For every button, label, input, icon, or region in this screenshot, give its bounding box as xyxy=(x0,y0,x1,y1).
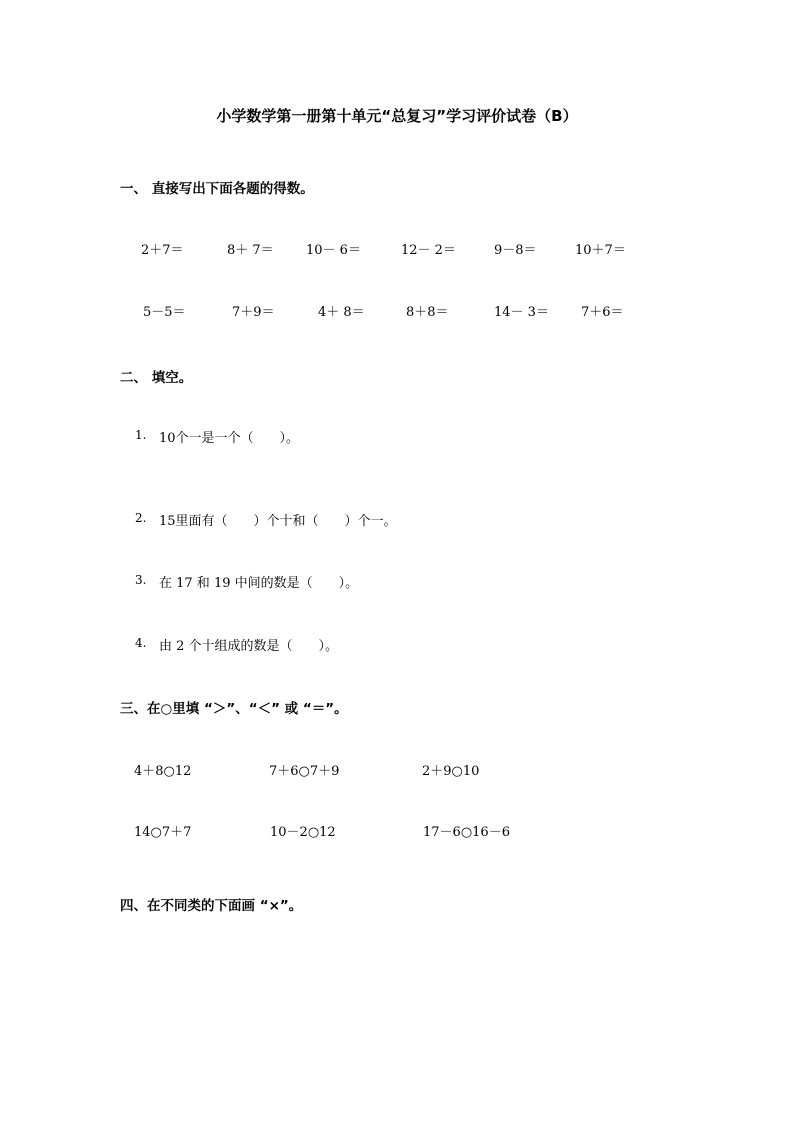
comparison-problem: 2＋9○10 xyxy=(422,764,480,779)
arithmetic-problem: 7＋6＝ xyxy=(581,305,624,320)
item-text: 在 17 和 19 中间的数是（ ）。 xyxy=(159,576,359,591)
item-number: 3. xyxy=(135,573,147,587)
arithmetic-problem: 10－ 6＝ xyxy=(306,243,361,258)
item-number: 4. xyxy=(135,636,147,650)
comparison-problem: 7＋6○7＋9 xyxy=(269,764,340,779)
section-1-heading: 一、 直接写出下面各题的得数。 xyxy=(120,181,314,197)
arithmetic-problem: 8＋ 7＝ xyxy=(227,243,274,258)
item-number: 1. xyxy=(135,428,147,442)
comparison-problem: 17－6○16－6 xyxy=(423,825,510,840)
comparison-problem: 14○7＋7 xyxy=(134,825,192,840)
item-text: 10个一是一个（ ）。 xyxy=(159,431,300,446)
comparison-problem: 10－2○12 xyxy=(270,825,336,840)
page-title: 小学数学第一册第十单元“总复习”学习评价试卷（B） xyxy=(216,107,578,125)
section-3-heading: 三、在○里填 “＞”、“＜” 或 “＝”。 xyxy=(120,701,348,717)
item-number: 2. xyxy=(135,511,147,525)
section-2-heading: 二、 填空。 xyxy=(120,370,193,386)
arithmetic-problem: 10＋7＝ xyxy=(575,243,626,258)
arithmetic-problem: 2＋7＝ xyxy=(141,243,184,258)
item-text: 15里面有（ ）个十和（ ）个一。 xyxy=(159,514,397,529)
arithmetic-problem: 12－ 2＝ xyxy=(401,243,456,258)
arithmetic-problem: 5－5＝ xyxy=(143,305,186,320)
section-4-heading: 四、在不同类的下面画 “×”。 xyxy=(120,898,303,914)
comparison-problem: 4＋8○12 xyxy=(134,764,192,779)
arithmetic-problem: 14－ 3＝ xyxy=(494,305,549,320)
arithmetic-problem: 4＋ 8＝ xyxy=(318,305,365,320)
arithmetic-problem: 7＋9＝ xyxy=(232,305,275,320)
arithmetic-problem: 8＋8＝ xyxy=(406,305,449,320)
item-text: 由 2 个十组成的数是（ ）。 xyxy=(159,639,339,654)
arithmetic-problem: 9－8＝ xyxy=(494,243,537,258)
